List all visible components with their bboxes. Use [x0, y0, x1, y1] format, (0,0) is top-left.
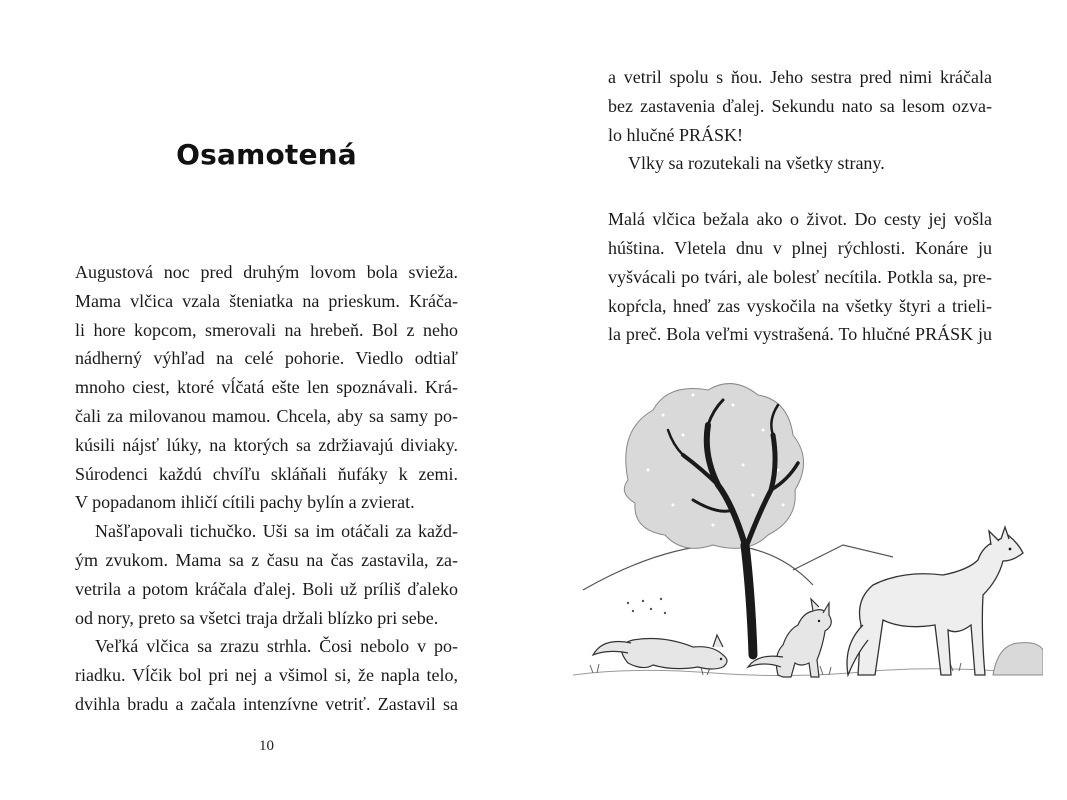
hill-outline [583, 545, 813, 590]
text-line: lo hlučné PRÁSK! [608, 124, 743, 145]
text-line: bez zastavenia ďalej. Sekundu nato sa lesom ozva- [608, 95, 992, 116]
text-line: mnoho ciest, ktoré vĺčatá ešte len spoznávali. Krá- [75, 377, 458, 398]
text-line: Súrodenci každú chvíľu skláňali ňufáky k zemi. [75, 463, 458, 484]
text-line: Našľapovali tichučko. Uši sa im otáčali za každ- [95, 521, 458, 542]
text-line: Veľká vlčica sa zrazu strhla. Čosi nebolo v po- [95, 636, 458, 657]
text-line: Malá vlčica bežala ako o život. Do cesty jej vošla [608, 209, 992, 230]
text-line: od nory, preto sa všetci traja držali blízko pri sebe. [75, 607, 439, 628]
hill-outline [793, 545, 893, 570]
text-line: nádherný výhľad na celé pohorie. Viedlo odtiaľ [75, 348, 458, 369]
left-body-text [75, 258, 458, 719]
text-line: li hore kopcom, smerovali na hrebeň. Bol z neho [75, 319, 458, 340]
text-line: Mama vlčica vzala šteniatka na prieskum. Kráča- [75, 290, 458, 311]
wolves-and-tree-illustration [573, 375, 1043, 715]
pup-wolf [748, 599, 831, 677]
section-break [608, 178, 992, 205]
text-line: ým zvukom. Mama sa z času na čas zastavila, za- [75, 549, 458, 570]
right-body-text [608, 63, 992, 349]
text-line: la preč. Bola veľmi vystrašená. To hlučné PRÁSK ju [608, 324, 992, 345]
text-line: vetrila a potom kráčala ďalej. Boli už príliš ďaleko [75, 578, 458, 599]
chapter-title: Osamotená [176, 138, 357, 171]
text-line: Vlky sa rozutekali na všetky strany. [628, 153, 885, 174]
ground-line [573, 669, 1043, 676]
text-line: a vetril spolu s ňou. Jeho sestra pred nimi kráčala [608, 67, 992, 87]
text-line: Augustová noc pred druhým lovom bola svieža. [75, 262, 458, 282]
adult-wolf [847, 527, 1023, 675]
text-line: V popadanom ihličí cítili pachy bylín a zvierat. [75, 492, 415, 513]
text-line: dvihla bradu a začala intenzívne vetriť. Zastavil sa [75, 693, 458, 714]
page-number: 10 [259, 738, 274, 754]
text-line: kúsili nájsť lúky, na ktorých sa zdržiavajú diviaky. [75, 434, 458, 455]
text-line: riadku. Vĺčik bol pri nej a všimol si, že napla telo, [75, 665, 458, 686]
crouching-wolf [593, 635, 727, 669]
left-page [0, 0, 533, 800]
text-line: vyšvácali po tvári, ale bolesť necítila. Potkla sa, pre- [608, 266, 992, 287]
text-line: kopŕcla, hneď zas vyskočila na všetky štyri a trieli- [608, 295, 992, 316]
grass-dots [627, 598, 666, 614]
text-line: húština. Vletela dnu v plnej rýchlosti. Konáre ju [608, 237, 992, 258]
right-page [533, 0, 1067, 800]
text-line: čali za milovanou mamou. Chcela, aby sa samy po- [75, 405, 458, 426]
rock [993, 643, 1043, 675]
